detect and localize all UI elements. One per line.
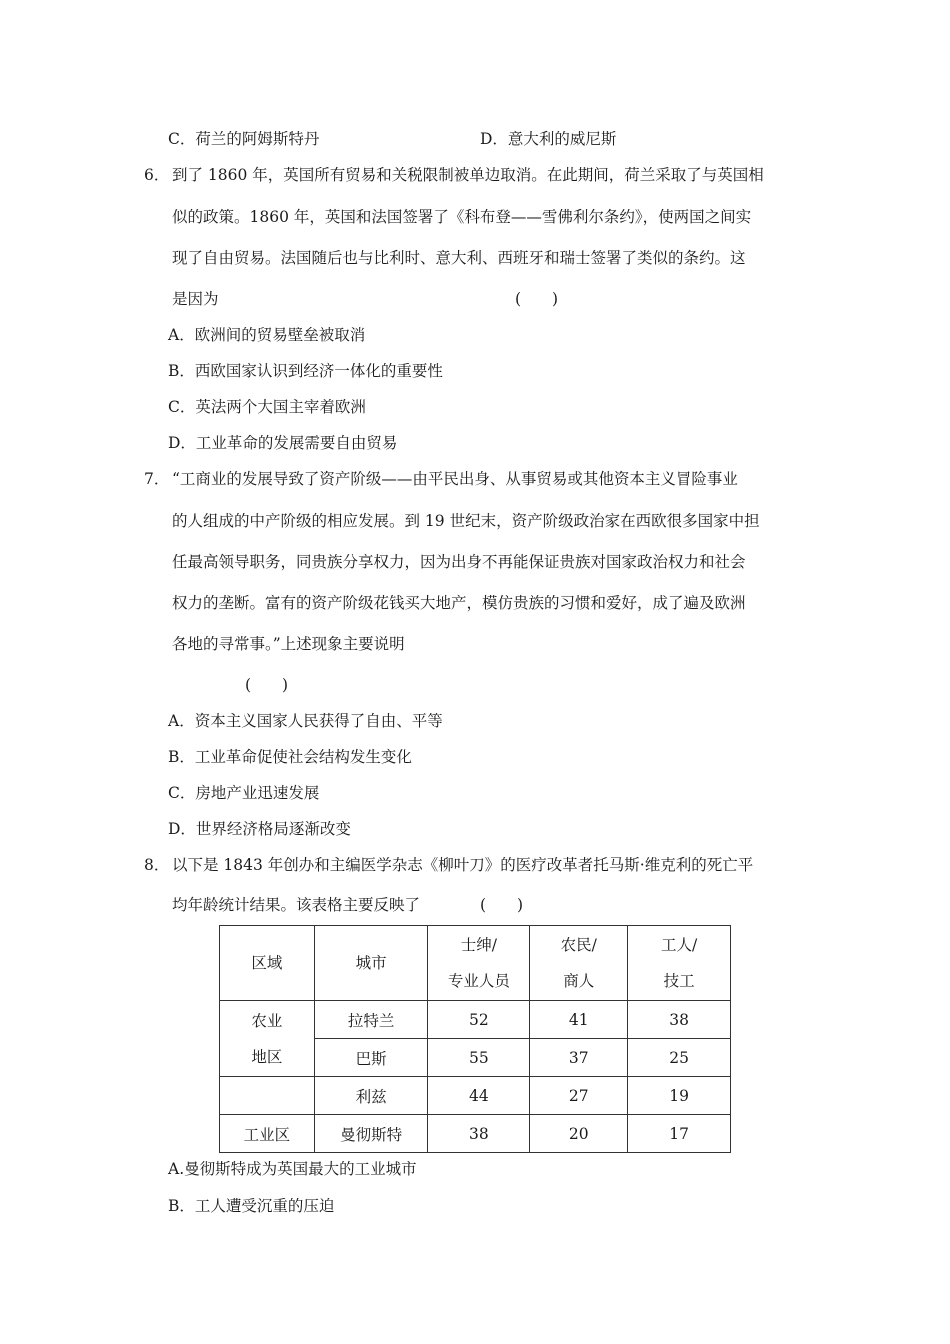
region-empty — [220, 1077, 315, 1115]
q7-answer-paren: ( ) — [245, 676, 289, 694]
q8-stem-line: 均年龄统计结果。该表格主要反映了 — [172, 896, 421, 914]
q6-stem-line: 到了 1860 年，英国所有贸易和关税限制被单边取消。在此期间，荷兰采取了与英国相 — [172, 166, 764, 184]
q6-stem-line: 似的政策。1860 年，英国和法国签署了《科布登——雪佛利尔条约》，使两国之间实 — [172, 208, 752, 226]
q8-option-a: A.曼彻斯特成为英国最大的工业城市 — [168, 1160, 417, 1178]
q8-answer-paren: ( ) — [480, 896, 524, 914]
value-cell: 27 — [530, 1077, 628, 1115]
value-cell: 17 — [628, 1115, 731, 1153]
value-cell: 44 — [428, 1077, 530, 1115]
q7-stem-line: “工商业的发展导致了资产阶级——由平民出身、从事贸易或其他资本主义冒险事业 — [172, 470, 738, 488]
q6-option-d: D．工业革命的发展需要自由贸易 — [168, 434, 398, 452]
city-cell: 曼彻斯特 — [314, 1115, 428, 1153]
value-cell: 52 — [428, 1001, 530, 1039]
region-agricultural: 农业 地区 — [220, 1001, 315, 1077]
q7-stem-line: 的人组成的中产阶级的相应发展。到 19 世纪末，资产阶级政治家在西欧很多国家中担 — [172, 512, 760, 530]
q7-number: 7． — [144, 470, 170, 488]
header-city: 城市 — [314, 926, 428, 1001]
value-cell: 25 — [628, 1039, 731, 1077]
q6-option-a: A．欧洲间的贸易壁垒被取消 — [168, 326, 366, 344]
q8-option-b: B．工人遭受沉重的压迫 — [168, 1197, 335, 1215]
header-workers: 工人/ 技工 — [628, 926, 731, 1001]
city-cell: 利兹 — [314, 1077, 428, 1115]
value-cell: 55 — [428, 1039, 530, 1077]
header-region: 区域 — [220, 926, 315, 1001]
value-cell: 41 — [530, 1001, 628, 1039]
q5-option-c: C．荷兰的阿姆斯特丹 — [168, 130, 320, 148]
q7-option-d: D．世界经济格局逐渐改变 — [168, 820, 351, 838]
q6-stem-line: 现了自由贸易。法国随后也与比利时、意大利、西班牙和瑞士签署了类似的条约。这 — [172, 249, 746, 267]
value-cell: 20 — [530, 1115, 628, 1153]
q7-stem-line: 任最高领导职务，同贵族分享权力，因为出身不再能保证贵族对国家政治权力和社会 — [172, 553, 746, 571]
table-row — [220, 1115, 731, 1153]
q7-option-a: A．资本主义国家人民获得了自由、平等 — [168, 712, 443, 730]
mortality-age-table — [219, 925, 731, 1153]
q7-stem-line: 各地的寻常事。”上述现象主要说明 — [172, 635, 405, 653]
header-farmers: 农民/ 商人 — [530, 926, 628, 1001]
q6-option-c: C．英法两个大国主宰着欧洲 — [168, 398, 366, 416]
table-row — [220, 1077, 731, 1115]
region-industrial: 工业区 — [220, 1115, 315, 1153]
q7-option-c: C．房地产业迅速发展 — [168, 784, 320, 802]
value-cell: 38 — [428, 1115, 530, 1153]
table-header-row — [220, 926, 731, 1001]
q6-number: 6． — [144, 166, 170, 184]
q8-stem-line: 以下是 1843 年创办和主编医学杂志《柳叶刀》的医疗改革者托马斯·维克利的死亡平 — [172, 856, 754, 874]
header-gentry: 士绅/ 专业人员 — [428, 926, 530, 1001]
q7-stem-line: 权力的垄断。富有的资产阶级花钱买大地产，模仿贵族的习惯和爱好，成了遍及欧洲 — [172, 594, 746, 612]
table-row — [220, 1001, 731, 1039]
q7-option-b: B．工业革命促使社会结构发生变化 — [168, 748, 412, 766]
q8-number: 8． — [144, 856, 170, 874]
city-cell: 巴斯 — [314, 1039, 428, 1077]
q6-stem-line: 是因为 — [172, 290, 219, 308]
value-cell: 38 — [628, 1001, 731, 1039]
value-cell: 37 — [530, 1039, 628, 1077]
value-cell: 19 — [628, 1077, 731, 1115]
city-cell: 拉特兰 — [314, 1001, 428, 1039]
q6-option-b: B．西欧国家认识到经济一体化的重要性 — [168, 362, 443, 380]
q5-option-d: D．意大利的威尼斯 — [480, 130, 617, 148]
q6-answer-paren: ( ) — [515, 290, 559, 308]
